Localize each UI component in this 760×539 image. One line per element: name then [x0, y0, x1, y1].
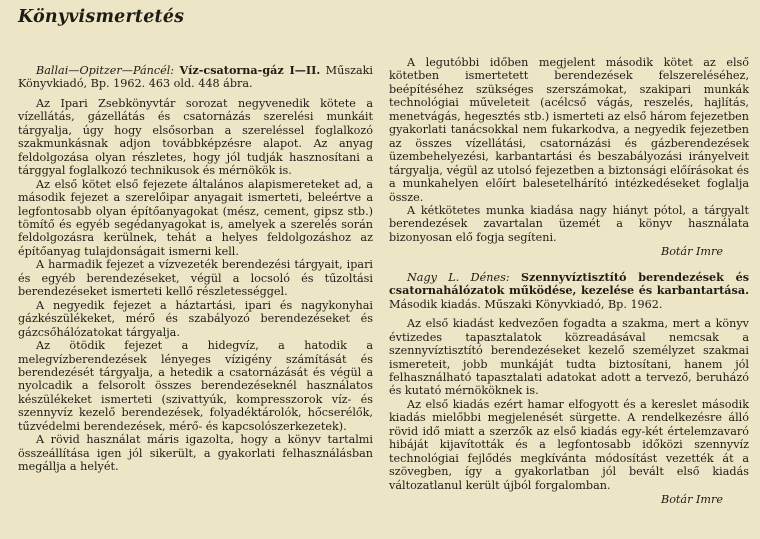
review-paragraph: Az Ipari Zsebkönyvtár sorozat negyvenedik kötete a vízellátás, gázellátás és csatornázás szerelési munkáit tárgyalja, úgy hogy elsősorban a szereléssel foglalkozó szakmunkásnak adjon továbbképzésre alapot. Az anyag feldolgozása olyan részletes, hogy jól tudják hasznosítani a tárggyal foglalkozó technikusok és mérnökök is. [18, 96, 373, 178]
reviewer-signature: Botár Imre [660, 493, 723, 507]
review-paragraph: A legutóbbi időben megjelent második kötet az első kötetben ismertetett berendezések felszereléséhez, beépítéséhez szükséges szerszámokat, szakipari munkák technológiai műveleteit (acélcső vágás, reszelés, hajlítás, menetvágás, hegesztés stb.) ismerteti az első három fejezetben gyakorlati tanácsokkal nem fukarkodva, a negyedik fejezetben az összes vízellátási, csatornázási és gázberendezések üzembehelyezési, karbantartási és beszabályozási irányelveit tárgyalja, végül az utolsó fejezetben a biztonsági előírásokat és a munkahelyen előírt balesetelhárító intézkedéseket foglalja össze. [389, 56, 749, 204]
review-paragraph: Az első kötet első fejezete általános alapismereteket ad, a második fejezet a szerelőipar anyagait ismerteti, beleértve a legfontosabb olyan építőanyagokat (mész, cement, gipsz stb.) tömítő és egyéb segédanyagokat is, amelyek a szerelés során feldolgozásra kerülnek, tehát a helyes feldolgozáshoz az építőanyag tulajdonságait ismerni kell. [18, 177, 373, 258]
review-citation [18, 64, 373, 91]
section-heading: Könyvismertetés [18, 7, 185, 27]
reviewer-signature: Botár Imre [660, 245, 723, 259]
citation-title: Szennyvíztisztító berendezések és csatornahálózatok működése, kezelése és karbantartása. [389, 269, 749, 298]
citation-authors: Ballai—Opitzer—Páncél: [36, 64, 175, 77]
citation-details: Műszaki Könyvkiadó, Bp. 1962. 463 old. 448 ábra. [18, 64, 373, 91]
review-right-column [389, 56, 749, 507]
review-left-column [18, 64, 373, 507]
columns [18, 56, 750, 507]
citation-details: Második kiadás. Műszaki Könyvkiadó, Bp. 1962. [389, 297, 663, 311]
review-paragraph: A negyedik fejezet a háztartási, ipari és nagykonyhai gázkészülékeket, mérő és szabályozó berendezéseket és gázcsőhálózatokat tárgyalja. [18, 298, 373, 339]
review-paragraph: A rövid használat máris igazolta, hogy a könyv tartalmi összeállítása igen jól sikerült, a gyakorlati felhasználásban megállja a helyét. [18, 433, 373, 474]
review-citation [389, 271, 749, 311]
citation-title: Víz-csatorna-gáz I—II. [179, 63, 321, 77]
citation-authors: Nagy L. Dénes: [407, 270, 510, 284]
review-paragraph: Az első kiadást kedvezően fogadta a szakma, mert a könyv évtizedes tapasztalatok közreadásával nemcsak a szennyvíztisztító berendezéseket kezelő személyzet szakmai ismereteit, jobb munkáját tudta biztosítani, hanem jól felhasználható tapasztalati adatokat adott a tervező, beruházó és kutató mérnököknek is. [389, 317, 749, 398]
review-paragraph: A harmadik fejezet a vízvezeték berendezési tárgyait, ipari és egyéb berendezéseket, végül a locsoló és tűzoltási berendezéseket ismerteti kellő részletességgel. [18, 258, 373, 299]
review-paragraph: Az ötödik fejezet a hidegvíz, a hatodik a melegvízberendezések lényeges vízigény számítását és berendezését tárgyalja, a hetedik a csatornázását és végül a nyolcadik a felsorolt összes berendezéseknél használatos készülékeket ismerteti (szivattyúk, kompresszorok víz- és szennyvíz kezelő berendezések, folyadéktárolók, hőcserélők, tűzvédelmi berendezések, mérő- és kapcsolószerkezetek). [18, 339, 373, 433]
review-paragraph: A kétkötetes munka kiadása nagy hiányt pótol, a tárgyalt berendezések zavartalan üzemét a könyv használata bizonyosan elő fogja segíteni. [389, 203, 749, 244]
review-paragraph: Az első kiadás ezért hamar elfogyott és a kereslet második kiadás mielőbbi megjelenését sürgette. A rendelkezésre álló rövid idő miatt a szerzők az első kiadás egy-két értelemzavaró hibáját kijavították és a legfontosabb időközi szennyvíz technológiai fejlődés megkívánta módosítást vezették át a szövegben, így a gyakorlatban jól bevált első kiadás változatlanul került újból forgalomban. [389, 397, 749, 492]
